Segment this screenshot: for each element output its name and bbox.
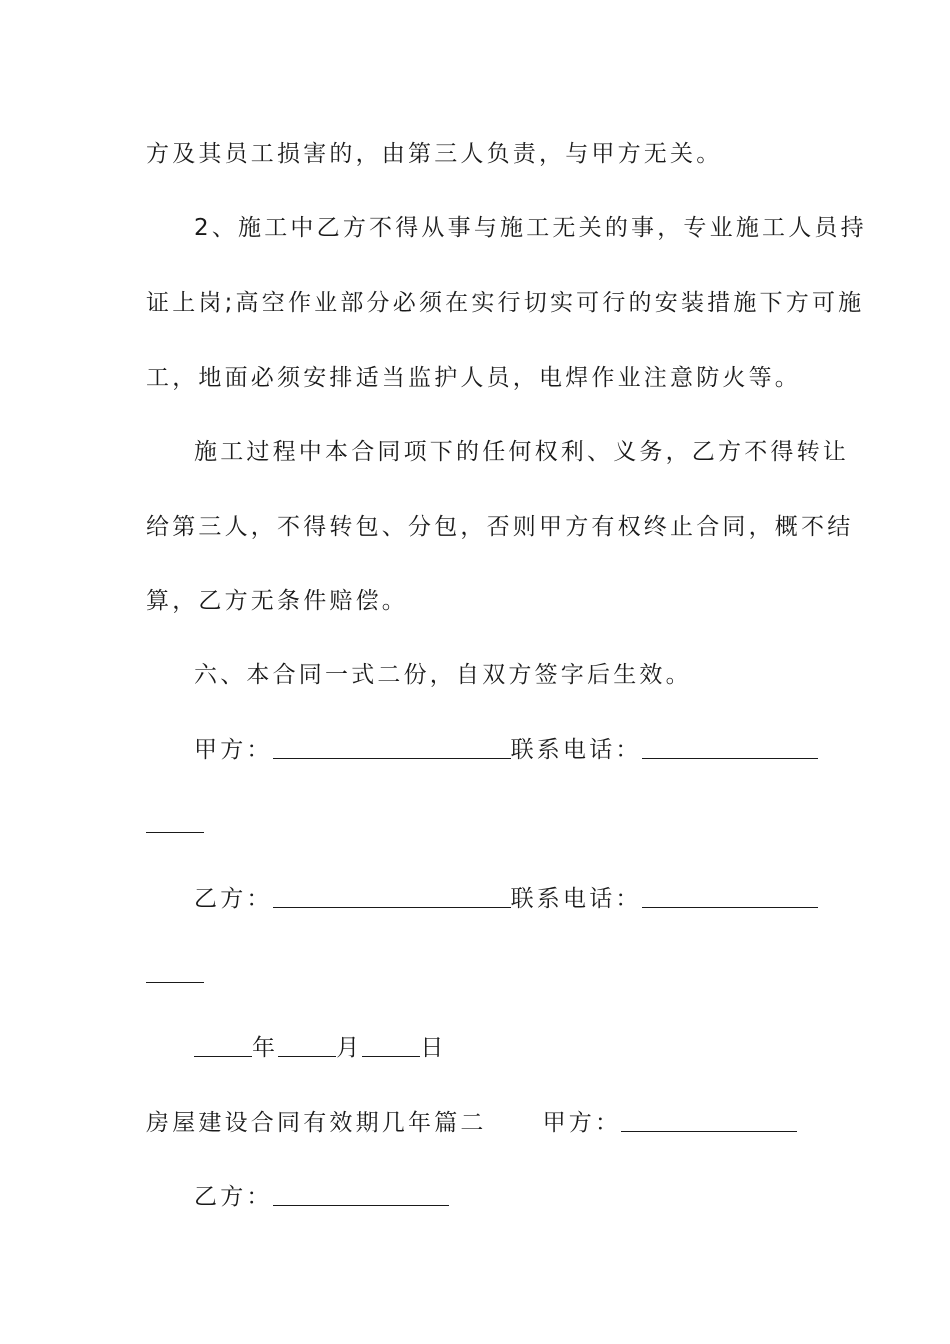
party-b-blank[interactable] xyxy=(273,887,511,908)
party-a-phone-blank-continued xyxy=(146,809,204,839)
year-label: 年 xyxy=(252,1035,279,1061)
party-a-label: 甲方： xyxy=(194,737,273,763)
section-party-b-label: 乙方： xyxy=(194,1184,273,1210)
section-party-a-label: 甲方： xyxy=(542,1110,622,1136)
paragraph-line: 工，地面必须安排适当监护人员，电焊作业注意防火等。 xyxy=(146,365,801,391)
section-party-b-row xyxy=(194,1182,449,1212)
phone-label: 联系电话： xyxy=(510,737,642,763)
date-row xyxy=(194,1033,447,1063)
paragraph-line: 算，乙方无条件赔偿。 xyxy=(146,588,408,614)
paragraph-line: 施工过程中本合同项下的任何权利、义务，乙方不得转让 xyxy=(194,439,849,465)
month-blank[interactable] xyxy=(278,1036,336,1057)
paragraph-line: 方及其员工损害的，由第三人负责，与甲方无关。 xyxy=(146,141,723,167)
section-title: 房屋建设合同有效期几年篇二 xyxy=(146,1110,487,1136)
party-b-phone-blank-tail[interactable] xyxy=(146,962,204,983)
party-b-phone-blank[interactable] xyxy=(642,887,818,908)
party-b-row xyxy=(194,884,818,914)
party-b-label: 乙方： xyxy=(194,886,273,912)
paragraph-line: 2、施工中乙方不得从事与施工无关的事，专业施工人员持 xyxy=(194,215,867,241)
party-a-row xyxy=(194,735,818,765)
section-party-a-blank[interactable] xyxy=(621,1111,797,1132)
day-blank[interactable] xyxy=(362,1036,420,1057)
party-a-phone-blank-tail[interactable] xyxy=(146,812,204,833)
party-b-phone-blank-continued xyxy=(146,959,204,989)
month-label: 月 xyxy=(336,1035,363,1061)
section-party-b-blank[interactable] xyxy=(273,1185,449,1206)
day-label: 日 xyxy=(420,1035,447,1061)
phone-label: 联系电话： xyxy=(510,886,642,912)
party-a-blank[interactable] xyxy=(273,738,511,759)
party-a-phone-blank[interactable] xyxy=(642,738,818,759)
section-heading-row xyxy=(146,1108,797,1138)
paragraph-line: 证上岗;高空作业部分必须在实行切实可行的安装措施下方可施 xyxy=(146,290,865,316)
year-blank[interactable] xyxy=(194,1036,252,1057)
paragraph-line: 六、本合同一式二份，自双方签字后生效。 xyxy=(194,662,692,688)
paragraph-line: 给第三人，不得转包、分包，否则甲方有权终止合同，概不结 xyxy=(146,514,854,540)
